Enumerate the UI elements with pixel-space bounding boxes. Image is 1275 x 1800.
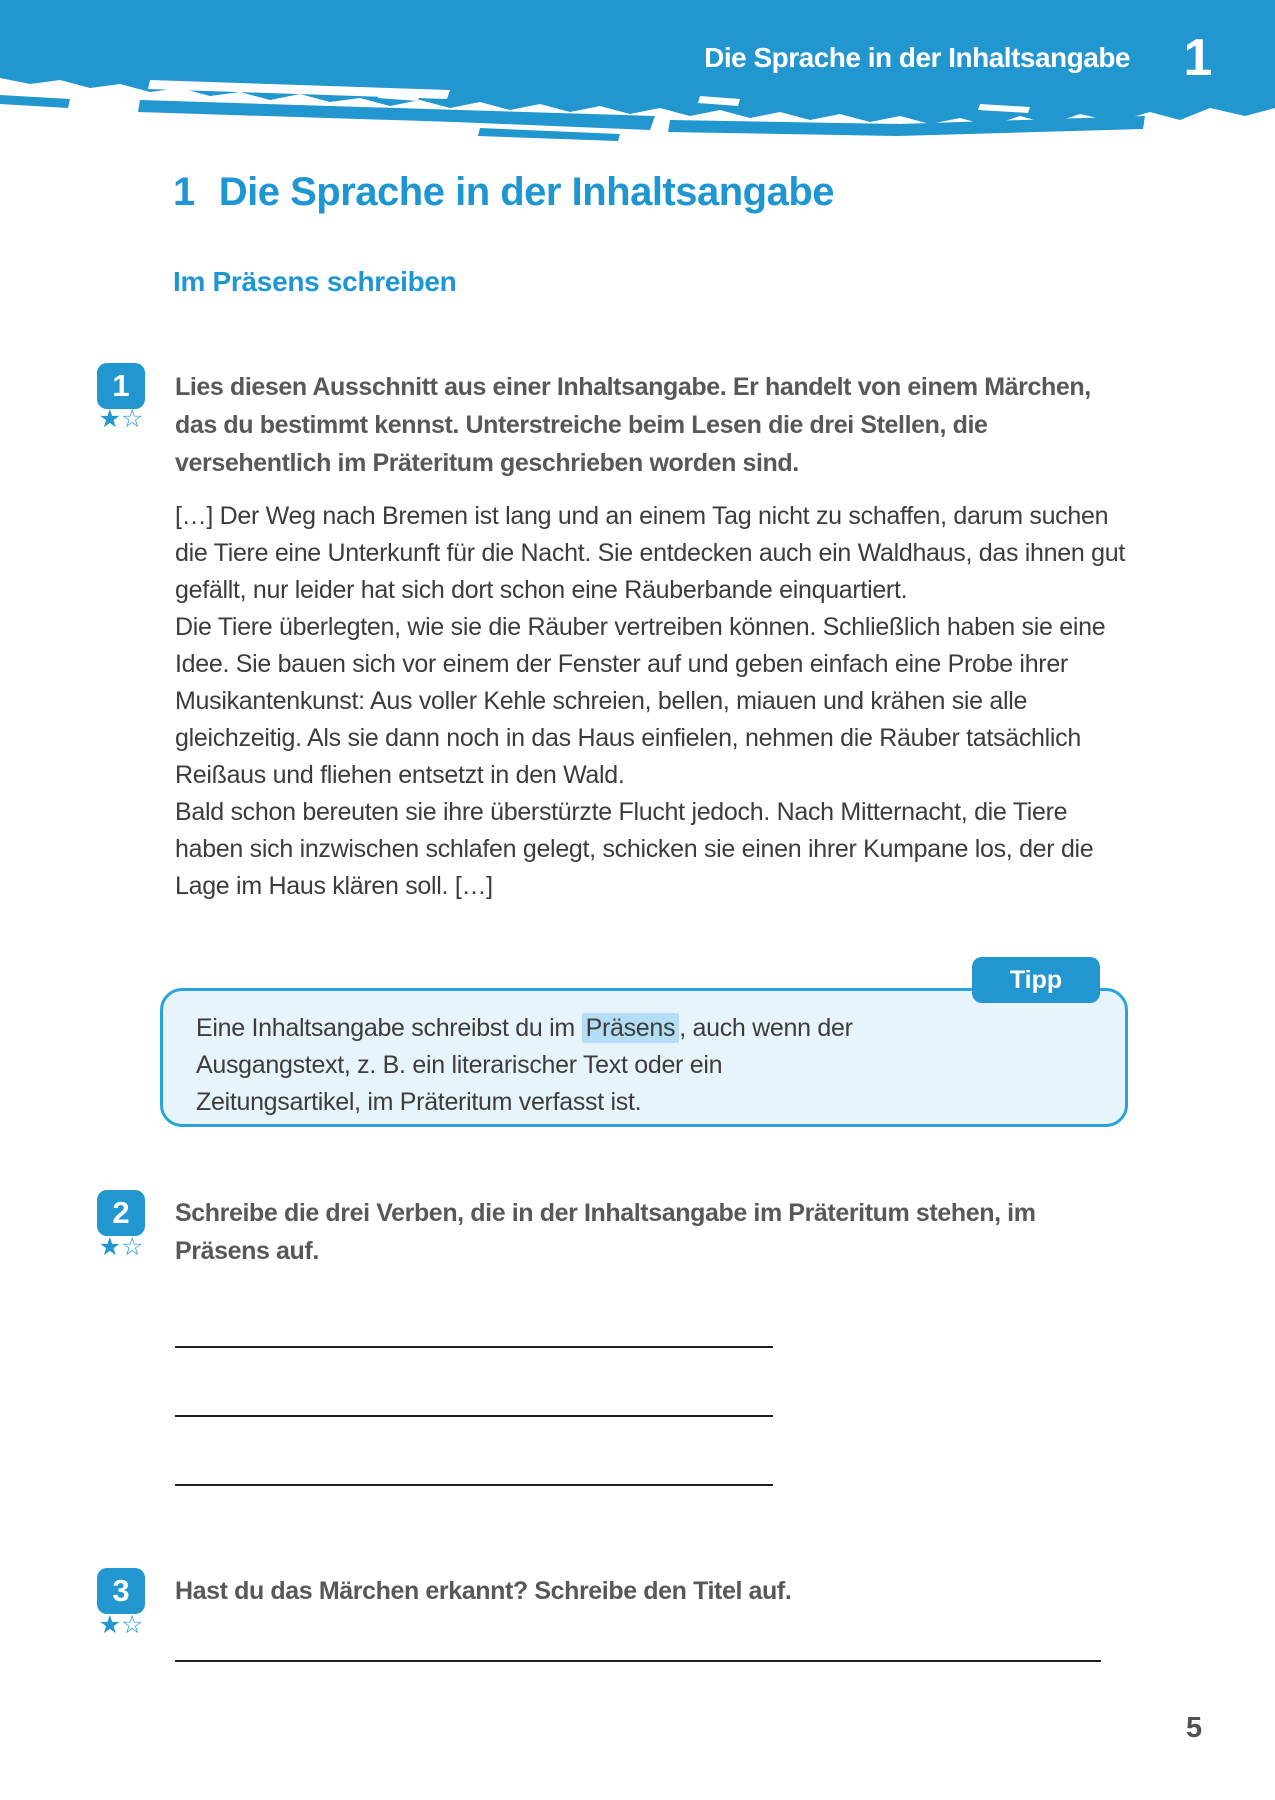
exercise-2-instruction: Schreibe die drei Verben, die in der Inhaltsangabe im Präteritum stehen, im Präsens auf. (175, 1199, 1036, 1265)
page-title (173, 170, 834, 215)
exercise-3-instruction: Hast du das Märchen erkannt? Schreibe den Titel auf. (175, 1577, 792, 1605)
tip-highlighted-term: Präsens (582, 1013, 680, 1043)
page-title-text: Die Sprache in der Inhaltsangabe (218, 170, 835, 214)
running-title: Die Sprache in der Inhaltsangabe (704, 42, 1130, 73)
tip-tab-label: Tipp (972, 957, 1100, 1003)
exercise-2-answer-line-1[interactable] (175, 1346, 773, 1348)
exercise-1-instruction: Lies diesen Ausschnitt aus einer Inhaltsangabe. Er handelt von einem Märchen, das du bestimmt kennst. Unterstreiche beim Lesen die drei Stellen, die versehentlich im Präteritum geschrieben worden sind. (175, 373, 1091, 477)
exercise-2-answer-line-3[interactable] (175, 1484, 773, 1486)
page-subtitle: Im Präsens schreiben (173, 266, 457, 297)
excerpt-text (175, 498, 1135, 905)
exercise-3-difficulty-stars: ★☆ (98, 1611, 144, 1639)
tip-text-after: , auch wenn der Ausgangstext, z. B. ein literarischer Text oder ein Zeitungsartikel, im Präteritum verfasst ist. (196, 1014, 853, 1116)
tip-text (196, 1010, 876, 1121)
tip-text-before: Eine Inhaltsangabe schreibst du im (196, 1014, 582, 1042)
exercise-2-difficulty-stars: ★☆ (98, 1233, 144, 1261)
exercise-1-difficulty-stars: ★☆ (98, 405, 144, 433)
exercise-2-number-badge: 2 (97, 1190, 145, 1236)
exercise-1-number-badge: 1 (97, 363, 145, 409)
excerpt-paragraph: Bald schon bereuten sie ihre überstürzte Flucht jedoch. Nach Mitternacht, die Tiere haben sich inzwischen schlafen gelegt, schicken sie einen ihrer Kumpane los, der die Lage im Haus klären soll. […] (175, 798, 1094, 900)
exercise-3-answer-line-1[interactable] (175, 1660, 1101, 1662)
chapter-number-badge: 1 (1183, 29, 1213, 87)
excerpt-paragraph: […] Der Weg nach Bremen ist lang und an einem Tag nicht zu schaffen, darum suchen die Tiere eine Unterkunft für die Nacht. Sie entdecken auch ein Waldhaus, das ihnen gut gefällt, nur leider hat sich dort schon eine Räuberbande einquartiert. (175, 502, 1125, 604)
exercise-2-answer-line-2[interactable] (175, 1415, 773, 1417)
page-title-number: 1 (173, 170, 195, 214)
page-number: 5 (1186, 1712, 1203, 1744)
excerpt-paragraph: Die Tiere überlegten, wie sie die Räuber vertreiben können. Schließlich haben sie eine Idee. Sie bauen sich vor einem der Fenster auf und geben einfach eine Probe ihrer Musikantenkunst: Aus voller Kehle schreien, bellen, miauen und krähen sie alle gleichzeitig. Als sie dann noch in das Haus einfielen, nehmen die Räuber tatsächlich Reißaus und fliehen entsetzt in den Wald. (175, 613, 1106, 789)
exercise-3-number-badge: 3 (97, 1568, 145, 1614)
